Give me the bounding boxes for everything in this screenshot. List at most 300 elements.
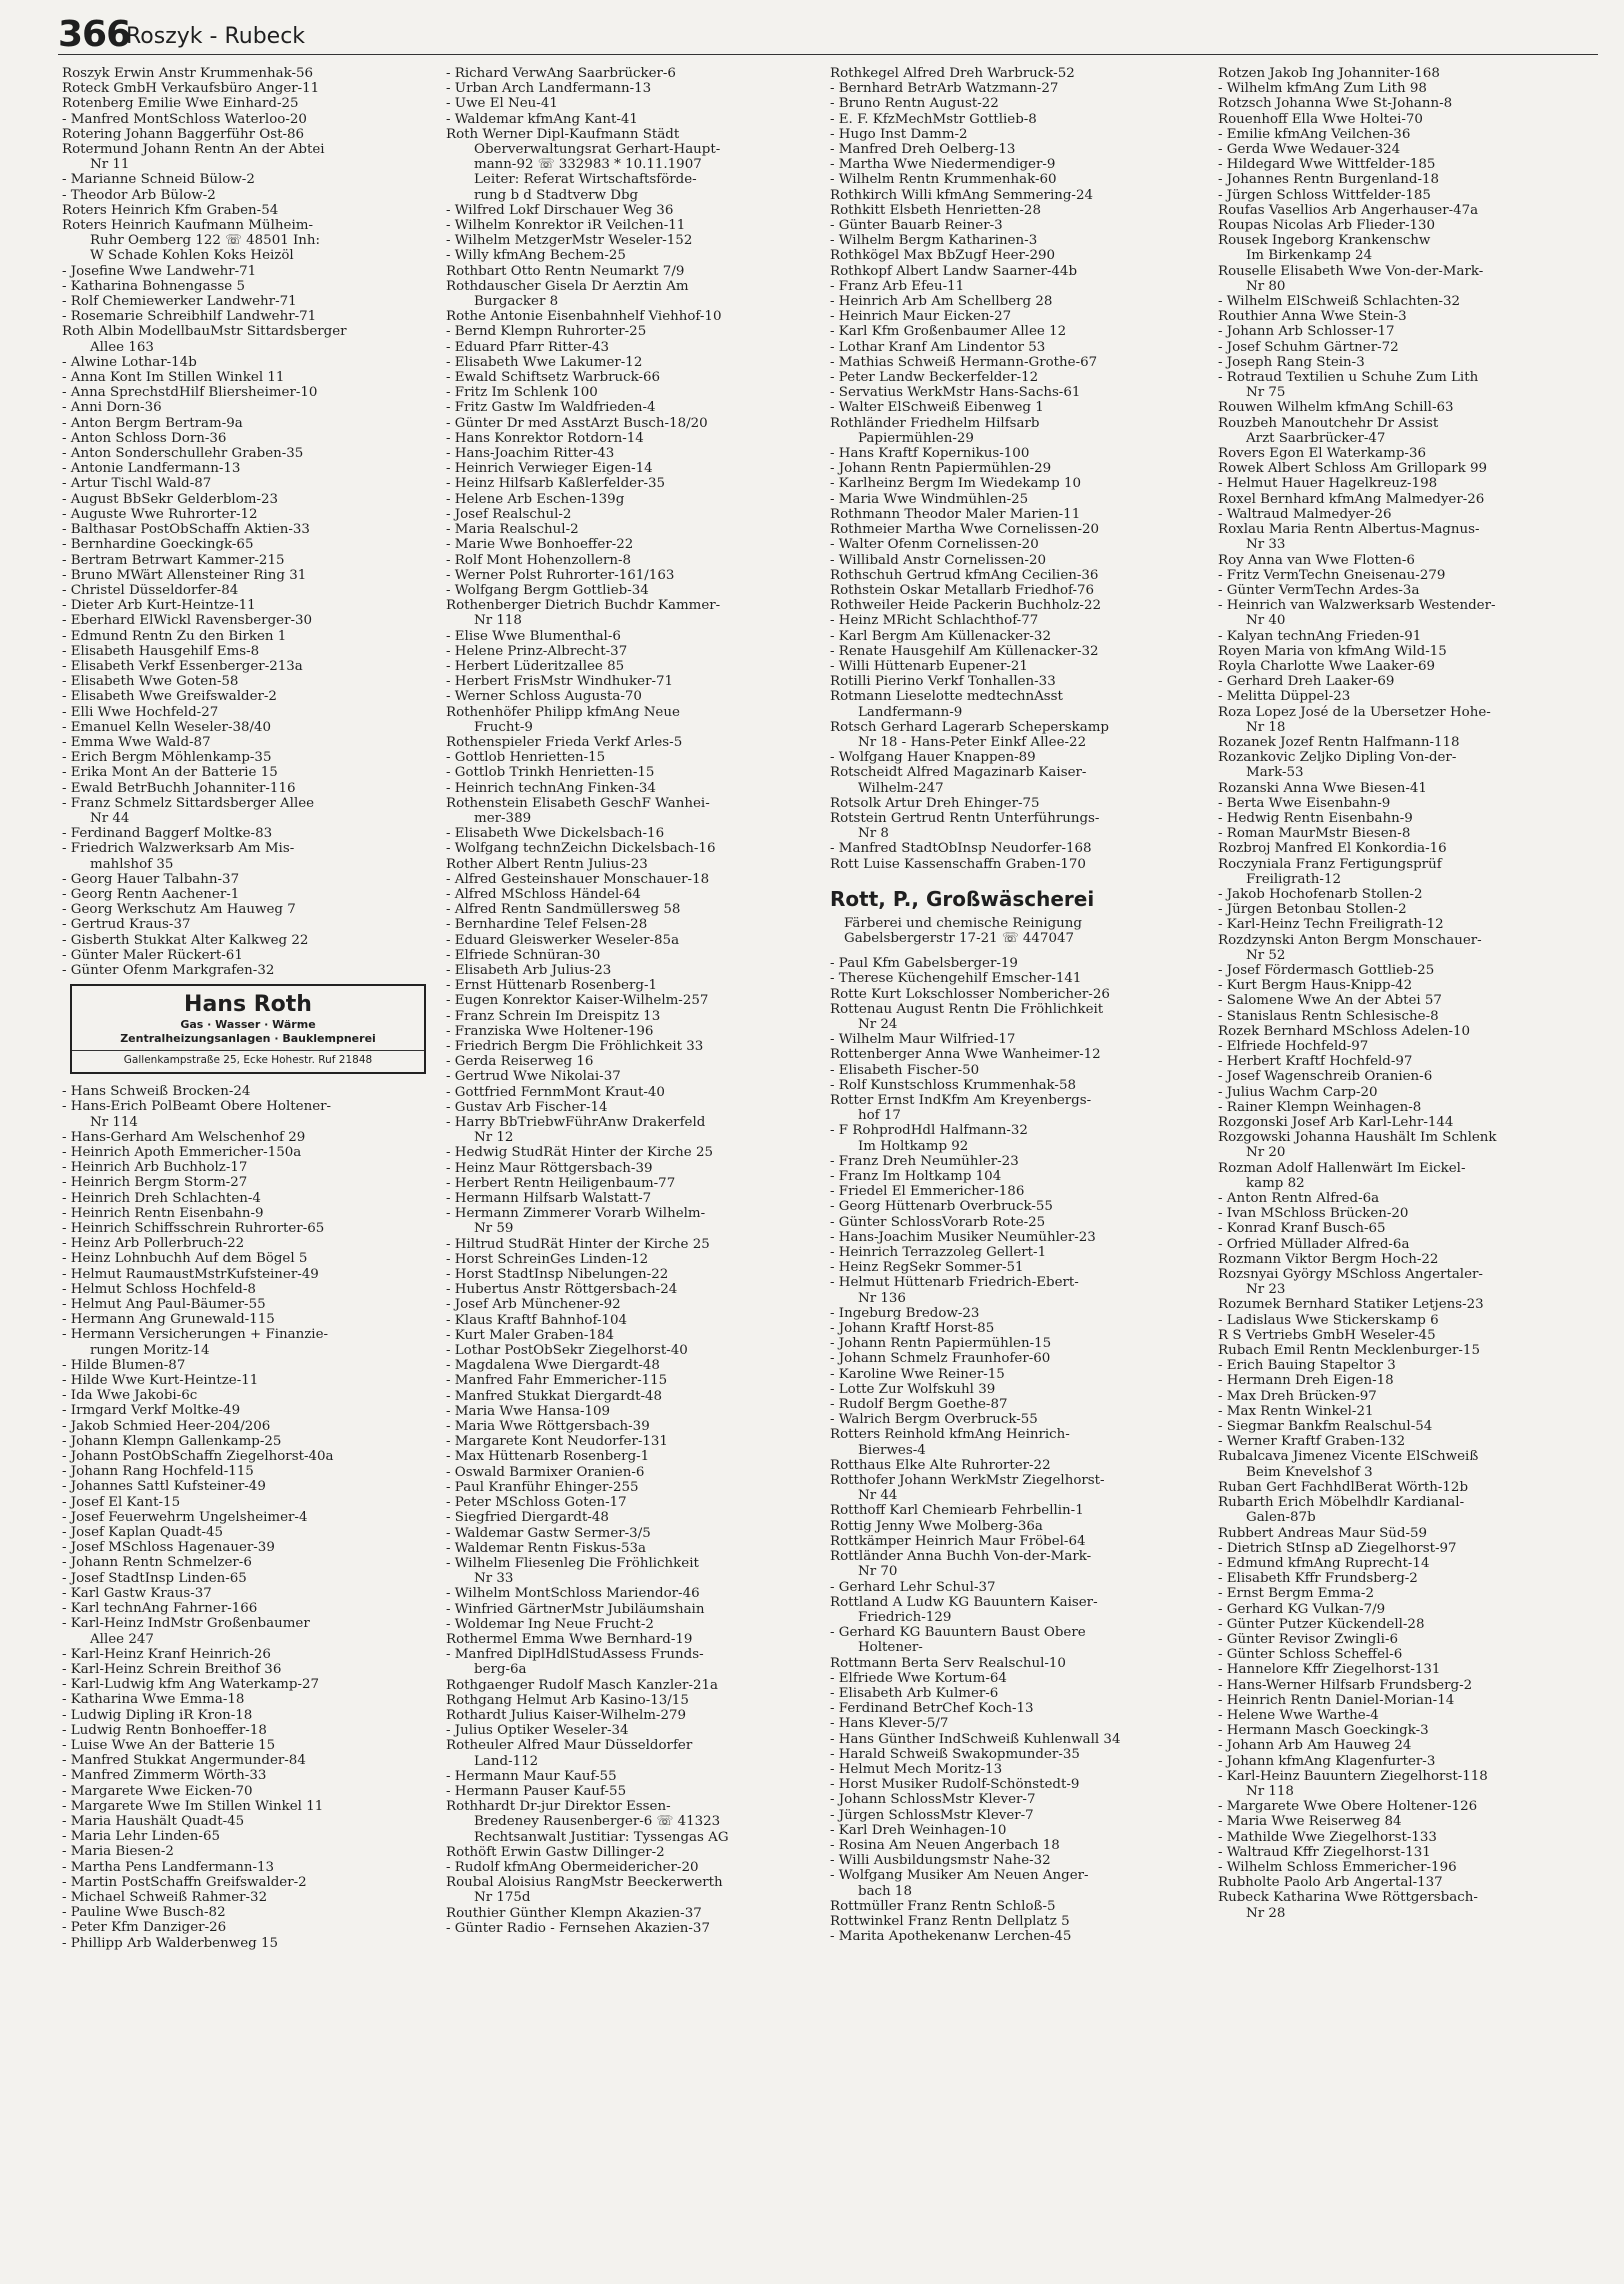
directory-entry: - Herbert Lüderitzallee 85 [446, 658, 625, 674]
directory-entry: - Gerhard KG Vulkan-7/9 [1218, 1601, 1386, 1617]
directory-entry: mahlshof 35 [90, 856, 174, 872]
directory-entry: - Elisabeth Wwe Dickelsbach-16 [446, 826, 665, 842]
directory-entry: - Fritz Gastw Im Waldfrieden-4 [446, 400, 656, 416]
directory-entry: Rottkämper Heinrich Maur Fröbel-64 [830, 1533, 1086, 1549]
directory-entry: - Manfred Stukkat Angermunder-84 [62, 1753, 306, 1769]
directory-entry: Roupas Nicolas Arb Flieder-130 [1218, 218, 1436, 234]
directory-entry: - Johann Schmelz Fraunhofer-60 [830, 1351, 1051, 1367]
directory-entry: - Gottlob Henrietten-15 [446, 750, 606, 766]
directory-entry: - Heinrich Rentn Eisenbahn-9 [62, 1205, 264, 1221]
directory-entry: - Bruno MWärt Allensteiner Ring 31 [62, 567, 307, 583]
directory-entry: - Elfriede Schnüran-30 [446, 947, 601, 963]
directory-entry: - Wilhelm MontSchloss Mariendor-46 [446, 1586, 700, 1602]
directory-entry: - Franz Im Holtkamp 104 [830, 1169, 1002, 1185]
directory-entry: - Jürgen Schloss Wittfelder-185 [1218, 187, 1431, 203]
directory-entry: Ruhr Oemberg 122 ☏ 48501 Inh: [90, 233, 321, 249]
directory-entry: - Karl Dreh Weinhagen-10 [830, 1822, 1007, 1838]
directory-entry: Rottwinkel Franz Rentn Dellplatz 5 [830, 1913, 1070, 1929]
directory-entry: - Elisabeth Kffr Frundsberg-2 [1218, 1571, 1418, 1587]
directory-entry: Ruban Gert FachhdlBerat Wörth-12b [1218, 1479, 1469, 1495]
directory-entry: - Josef Wagenschreib Oranien-6 [1218, 1069, 1433, 1085]
directory-entry: Rozman Adolf Hallenwärt Im Eickel- [1218, 1160, 1466, 1176]
directory-entry: Rothermel Emma Wwe Bernhard-19 [446, 1631, 693, 1647]
directory-entry: Rozmann Viktor Bergm Hoch-22 [1218, 1251, 1439, 1267]
directory-entry: Rothenhöfer Philipp kfmAng Neue [446, 704, 680, 720]
directory-entry: Rozsnyai György MSchloss Angertaler- [1218, 1267, 1483, 1283]
directory-entry: - Jürgen SchlossMstr Klever-7 [830, 1807, 1034, 1823]
directory-entry: Rottländer Anna Buchh Von-der-Mark- [830, 1549, 1092, 1565]
directory-entry: Nr 118 [1246, 1783, 1294, 1799]
directory-entry: - Eduard Pfarr Ritter-43 [446, 339, 609, 355]
directory-entry: - Hans-Gerhard Am Welschenhof 29 [62, 1129, 306, 1145]
directory-entry: Nr 118 [474, 613, 522, 629]
directory-entry: - Wilfred Lokf Dirschauer Weg 36 [446, 202, 674, 218]
directory-entry: - Günter Putzer Kückendell-28 [1218, 1616, 1425, 1632]
directory-entry: - Georg Hüttenarb Overbruck-55 [830, 1199, 1053, 1215]
directory-entry: - Heinrich Dreh Schlachten-4 [62, 1190, 261, 1206]
directory-entry: - Kalyan technAng Frieden-91 [1218, 628, 1422, 644]
directory-entry: Nr 18 [1246, 719, 1286, 735]
directory-entry: Rother Albert Rentn Julius-23 [446, 856, 648, 872]
directory-entry: Rothländer Friedhelm Hilfsarb [830, 415, 1040, 431]
page-header [58, 14, 1598, 55]
directory-entry: - Josef Schuhm Gärtner-72 [1218, 339, 1399, 355]
directory-entry: Nr 52 [1246, 947, 1286, 963]
directory-entry: Nr 114 [90, 1114, 138, 1130]
directory-entry: Frucht-9 [474, 719, 533, 735]
directory-entry: - Mathilde Wwe Ziegelhorst-133 [1218, 1829, 1437, 1845]
directory-entry: - Harald Schweiß Swakopmunder-35 [830, 1746, 1080, 1762]
directory-entry: - Josef StadtInsp Linden-65 [62, 1570, 247, 1586]
directory-entry: - Marita Apothekenanw Lerchen-45 [830, 1929, 1072, 1945]
directory-entry: Rothhardt Dr-jur Direktor Essen- [446, 1799, 671, 1815]
directory-entry: - Johannes Rentn Burgenland-18 [1218, 172, 1440, 188]
directory-entry: - Johann Arb Am Hauweg 24 [1218, 1738, 1412, 1754]
directory-entry: Rottmüller Franz Rentn Schloß-5 [830, 1898, 1056, 1914]
directory-entry: Nr 40 [1246, 613, 1286, 629]
directory-entry: Rouwen Wilhelm kfmAng Schill-63 [1218, 400, 1454, 416]
directory-entry: - Georg Rentn Aachener-1 [62, 886, 240, 902]
directory-entry: - Elisabeth Wwe Lakumer-12 [446, 354, 643, 370]
directory-entry: - Berta Wwe Eisenbahn-9 [1218, 795, 1391, 811]
directory-entry: - Karl-Heinz IndMstr Großenbaumer [62, 1616, 310, 1632]
directory-entry: - Emanuel Kelln Weseler-38/40 [62, 719, 272, 735]
directory-entry: Roza Lopez José de la Übersetzer Hohe- [1218, 704, 1491, 720]
directory-entry: - Wilhelm kfmAng Zum Lith 98 [1218, 81, 1427, 97]
directory-entry: - Karl technAng Fahrner-166 [62, 1601, 258, 1617]
directory-entry: - Waldemar kfmAng Kant-41 [446, 111, 638, 127]
directory-entry: - Julius Optiker Weseler-34 [446, 1723, 629, 1739]
directory-entry: - Roman MaurMstr Biesen-8 [1218, 826, 1411, 842]
directory-entry: - Ludwig Dipling iR Kron-18 [62, 1707, 253, 1723]
directory-entry: - Hans Kraftf Kopernikus-100 [830, 446, 1030, 462]
directory-entry: - Bernhard BetrArb Watzmann-27 [830, 81, 1059, 97]
directory-entry: Rothmeier Martha Wwe Cornelissen-20 [830, 522, 1100, 538]
directory-entry: - Dieter Arb Kurt-Heintze-11 [62, 598, 256, 614]
directory-entry: - Elisabeth Arb Julius-23 [446, 962, 612, 978]
directory-entry: - Rosemarie Schreibhilf Landwehr-71 [62, 309, 317, 325]
directory-entry: - Jakob Schmied Heer-204/206 [62, 1418, 271, 1434]
directory-entry: - Peter MSchloss Goten-17 [446, 1495, 627, 1511]
directory-entry: Roters Heinrich Kaufmann Mülheim- [62, 218, 313, 234]
directory-entry: - Elfriede Hochfeld-97 [1218, 1039, 1369, 1054]
directory-entry: Rothöft Erwin Gastw Dillinger-2 [446, 1844, 665, 1860]
directory-entry: - Orfried Müllader Alfred-6a [1218, 1236, 1410, 1252]
directory-entry: Beim Knevelshof 3 [1246, 1464, 1373, 1480]
company-detail-line: Färberei und chemische Reinigung [844, 915, 1082, 931]
directory-entry: - Horst SchreinGes Linden-12 [446, 1251, 649, 1267]
directory-entry: - Eduard Gleiswerker Weseler-85a [446, 932, 680, 948]
directory-entry: - Maria Wwe Reiserweg 84 [1218, 1814, 1402, 1830]
directory-entry: - Hermann Maur Kauf-55 [446, 1768, 617, 1784]
directory-entry: - Winfried GärtnerMstr Jubiläumshain [446, 1601, 705, 1617]
directory-entry: Rothweiler Heide Packerin Buchholz-22 [830, 598, 1101, 614]
directory-entry: - Hermann Masch Goeckingk-3 [1218, 1723, 1429, 1739]
directory-entry: - Paul Kranführ Ehinger-255 [446, 1479, 639, 1495]
directory-entry: - Helene Prinz-Albrecht-37 [446, 643, 628, 659]
directory-entry: - Elisabeth Verkf Essenberger-213a [62, 658, 303, 674]
directory-entry: - Günter Schloss Scheffel-6 [1218, 1647, 1403, 1663]
directory-entry: Bredeney Rausenberger-6 ☏ 41323 [474, 1814, 721, 1830]
directory-entry: - Josef Fördermasch Gottlieb-25 [1218, 962, 1435, 978]
directory-entry: - Karl Kfm Großenbaumer Allee 12 [830, 324, 1067, 340]
directory-entry: - Hans Konrektor Rotdorn-14 [446, 430, 644, 446]
directory-entry: Nr 70 [858, 1564, 898, 1580]
directory-entry: - Wolfgang Musiker Am Neuen Anger- [830, 1868, 1089, 1884]
directory-entry: - Paul Kfm Gabelsberger-19 [830, 956, 1018, 972]
column-4-entries [1218, 66, 1586, 1921]
directory-entry: - Bernhardine Telef Felsen-28 [446, 917, 648, 933]
directory-entry: Roszyk Erwin Anstr Krummenhak-56 [62, 66, 314, 81]
directory-entry: - Waldemar Gastw Sermer-3/5 [446, 1525, 651, 1541]
directory-entry: - Ernst Hüttenarb Rosenberg-1 [446, 978, 657, 994]
directory-entry: - Kurt Maler Graben-184 [446, 1327, 614, 1343]
directory-entry: - Hildegard Wwe Wittfelder-185 [1218, 157, 1436, 173]
directory-entry: - Heinrich Bergm Storm-27 [62, 1175, 248, 1191]
directory-entry: Rothkögel Max BbZugf Heer-290 [830, 248, 1055, 264]
directory-entry: - Therese Küchengehilf Emscher-141 [830, 971, 1082, 987]
directory-entry: - Heinz Arb Pollerbruch-22 [62, 1236, 245, 1252]
directory-entry: - Manfred DiplHdlStudAssess Frunds- [446, 1647, 704, 1663]
directory-entry: - Hans Günther IndSchweiß Kuhlenwall 34 [830, 1731, 1121, 1747]
directory-entry: - Margarete Wwe Obere Holtener-126 [1218, 1799, 1478, 1815]
directory-entry: - Gertrud Kraus-37 [62, 917, 191, 933]
directory-entry: - Rolf Kunstschloss Krummenhak-58 [830, 1077, 1076, 1093]
directory-entry: Rothkopf Albert Landw Saarner-44b [830, 263, 1078, 279]
directory-entry: Routhier Anna Wwe Stein-3 [1218, 309, 1407, 325]
directory-entry: Rotenberg Emilie Wwe Einhard-25 [62, 96, 299, 112]
directory-entry: Nr 59 [474, 1221, 514, 1237]
directory-entry: Friedrich-129 [858, 1609, 952, 1625]
directory-entry: rung b d Stadtverw Dbg [474, 187, 639, 203]
directory-entry: - Maria Wwe Windmühlen-25 [830, 491, 1029, 507]
directory-entry: - Ladislaus Wwe Stickerskamp 6 [1218, 1312, 1439, 1328]
directory-entry: - Elfriede Wwe Kortum-64 [830, 1670, 1007, 1686]
directory-entry: - Elisabeth Wwe Goten-58 [62, 674, 239, 690]
directory-entry: - Manfred Fahr Emmericher-115 [446, 1373, 668, 1389]
directory-entry: - Alwine Lothar-14b [62, 354, 197, 370]
directory-entry: - Ivan MSchloss Brücken-20 [1218, 1206, 1409, 1222]
directory-entry: - Emilie kfmAng Veilchen-36 [1218, 126, 1411, 142]
directory-entry: - Walter ElSchweiß Eibenweg 1 [830, 400, 1044, 416]
directory-entry: - Johann Rentn Schmelzer-6 [62, 1555, 252, 1571]
directory-entry: Royla Charlotte Wwe Laaker-69 [1218, 658, 1436, 674]
directory-entry: - Karl-Heinz Kranf Heinrich-26 [62, 1646, 271, 1662]
directory-entry: - Manfred Stukkat Diergardt-48 [446, 1388, 663, 1404]
directory-entry: - August BbSekr Gelderblom-23 [62, 491, 279, 507]
directory-entry: - Alfred Rentn Sandmüllersweg 58 [446, 902, 681, 918]
directory-entry: - Christel Düsseldorfer-84 [62, 582, 239, 598]
directory-entry: - Maria Biesen-2 [62, 1844, 174, 1860]
directory-entry: Rozankovic Zeljko Dipling Von-der- [1218, 750, 1457, 766]
directory-entry: - Franz Schmelz Sittardsberger Allee [62, 795, 315, 811]
directory-entry: - Rolf Chemiewerker Landwehr-71 [62, 294, 297, 310]
directory-entry: - Josef Arb Münchener-92 [446, 1297, 621, 1313]
directory-entry: - Heinz Hilfsarb Kaßlerfelder-35 [446, 476, 666, 492]
directory-entry: - Johann Klempn Gallenkamp-25 [62, 1433, 282, 1449]
directory-entry: - Heinrich van Walzwerksarb Westender- [1218, 598, 1496, 614]
directory-entry: Roxel Bernhard kfmAng Malmedyer-26 [1218, 491, 1485, 507]
directory-entry: - Alfred MSchloss Händel-64 [446, 886, 641, 902]
directory-entry: - Helmut Hauer Hagelkreuz-198 [1218, 476, 1438, 492]
directory-entry: - Franz Arb Efeu-11 [830, 278, 965, 294]
column-3-entries-top [830, 66, 1198, 872]
directory-entry: - Anna Kont Im Stillen Winkel 11 [62, 370, 285, 386]
directory-entry: - Ingeburg Bredow-23 [830, 1305, 980, 1321]
directory-entry: - Woldemar Ing Neue Frucht-2 [446, 1616, 654, 1632]
hans-roth-advert [70, 984, 426, 1074]
directory-entry: - Heinz RegSekr Sommer-51 [830, 1260, 1024, 1276]
directory-entry: - Heinrich Maur Eicken-27 [830, 309, 1012, 325]
directory-entry: - Karl-Heinz Bauuntern Ziegelhorst-118 [1218, 1768, 1488, 1784]
directory-entry: - Bruno Rentn August-22 [830, 96, 999, 112]
directory-entry: - Lothar PostObSekr Ziegelhorst-40 [446, 1343, 688, 1359]
directory-entry: - Eugen Konrektor Kaiser-Wilhelm-257 [446, 993, 709, 1009]
directory-entry: Roters Heinrich Kfm Graben-54 [62, 202, 279, 218]
directory-entry: - Alfred Gesteinshauer Monschauer-18 [446, 871, 710, 887]
directory-entry: - Melitta Düppel-23 [1218, 689, 1351, 705]
directory-entry: - Wolfgang technZeichn Dickelsbach-16 [446, 841, 716, 857]
directory-entry: - Ludwig Rentn Bonhoeffer-18 [62, 1722, 267, 1738]
directory-entry: Rubbert Andreas Maur Süd-59 [1218, 1525, 1428, 1541]
directory-entry: - Maria Wwe Röttgersbach-39 [446, 1419, 650, 1435]
directory-entry: - Ida Wwe Jakobi-6c [62, 1388, 198, 1404]
directory-entry: - Helmut Schloss Hochfeld-8 [62, 1281, 256, 1297]
directory-entry: Nr 175d [474, 1890, 531, 1906]
directory-entry: Roufas Vasellios Arb Angerhauser-47a [1218, 202, 1479, 218]
directory-entry: kamp 82 [1246, 1175, 1305, 1191]
directory-entry: - Uwe El Neu-41 [446, 96, 558, 112]
directory-entry: - Walrich Bergm Overbruck-55 [830, 1412, 1038, 1428]
directory-entry: Rotters Reinhold kfmAng Heinrich- [830, 1427, 1070, 1443]
company-heading: Rott, P., Großwäscherei [830, 886, 1095, 911]
directory-entry: Rothkegel Alfred Dreh Warbruck-52 [830, 66, 1075, 81]
directory-entry: Galen-87b [1246, 1510, 1316, 1526]
directory-entry: Im Holtkamp 92 [858, 1138, 969, 1154]
directory-entry: - Ferdinand Baggerf Moltke-83 [62, 826, 273, 842]
directory-entry: - Antonie Landfermann-13 [62, 461, 241, 477]
directory-entry: - Karl Gastw Kraus-37 [62, 1585, 212, 1601]
directory-entry: - Willi Ausbildungsmstr Nahe-32 [830, 1853, 1051, 1869]
directory-entry: - Peter Kfm Danziger-26 [62, 1920, 227, 1936]
directory-entry: Rotermund Johann Rentn An der Abtei [62, 142, 325, 158]
directory-entry: - Rainer Klempn Weinhagen-8 [1218, 1099, 1422, 1115]
directory-entry: Royen Maria von kfmAng Wild-15 [1218, 643, 1447, 659]
directory-entry: Rottig Jenny Wwe Molberg-36a [830, 1518, 1043, 1534]
directory-entry: - Elise Wwe Blumenthal-6 [446, 628, 621, 644]
directory-entry: Rotzsch Johanna Wwe St-Johann-8 [1218, 96, 1453, 112]
column-3 [830, 66, 1198, 1944]
directory-entry: Rottland A Ludw KG Bauuntern Kaiser- [830, 1594, 1098, 1610]
directory-entry: - Anton Rentn Alfred-6a [1218, 1191, 1380, 1207]
directory-entry: - Peter Landw Beckerfelder-12 [830, 370, 1039, 386]
directory-entry: - Johann Rentn Papiermühlen-15 [830, 1336, 1052, 1352]
directory-entry: - Walter Ofenm Cornelissen-20 [830, 537, 1039, 553]
directory-entry: - Hilde Wwe Kurt-Heintze-11 [62, 1373, 259, 1389]
directory-entry: - Johann Kraftf Horst-85 [830, 1321, 995, 1337]
directory-entry: Bierwes-4 [858, 1442, 926, 1458]
directory-entry: - Josefine Wwe Landwehr-71 [62, 263, 257, 279]
directory-entry: - Werner Kraftf Graben-132 [1218, 1434, 1406, 1450]
directory-entry: Rothdauscher Gisela Dr Aerztin Am [446, 278, 689, 294]
directory-entry: Rothenstein Elisabeth GeschF Wanhei- [446, 795, 710, 811]
directory-entry: Rotthoff Karl Chemiearb Fehrbellin-1 [830, 1503, 1084, 1519]
directory-entry: Nr 8 [858, 826, 889, 842]
directory-entry: - Irmgard Verkf Moltke-49 [62, 1403, 241, 1419]
directory-entry: - Harry BbTriebwFührAnw Drakerfeld [446, 1115, 706, 1131]
directory-entry: - Georg Werkschutz Am Hauweg 7 [62, 902, 296, 918]
directory-entry: - Maria Haushält Quadt-45 [62, 1813, 245, 1829]
directory-entry: Rotering Johann Baggerführ Ost-86 [62, 126, 305, 142]
directory-entry: Nr 33 [474, 1571, 514, 1587]
directory-entry: - Helmut Hüttenarb Friedrich-Ebert- [830, 1275, 1079, 1291]
directory-entry: Rotthofer Johann WerkMstr Ziegelhorst- [830, 1473, 1105, 1489]
directory-entry: - Emma Wwe Wald-87 [62, 734, 211, 750]
directory-entry: - F RohprodHdl Halfmann-32 [830, 1123, 1028, 1139]
directory-entry: Roczyniala Franz Fertigungsprüf [1218, 856, 1442, 872]
directory-entry: - Bernhardine Goeckingk-65 [62, 537, 254, 553]
directory-entry: Rubalcava Jimenez Vicente ElSchweiß [1218, 1449, 1479, 1465]
column-1 [62, 66, 430, 1951]
directory-entry: - Johann SchlossMstr Klever-7 [830, 1792, 1036, 1808]
directory-entry: - Renate Hausgehilf Am Küllenacker-32 [830, 643, 1099, 659]
directory-entry: - Marie Wwe Bonhoeffer-22 [446, 537, 634, 553]
directory-entry: - Wilhelm ElSchweiß Schlachten-32 [1218, 294, 1461, 310]
directory-entry: Routhier Günther Klempn Akazien-37 [446, 1905, 702, 1921]
directory-entry: - Max Hüttenarb Rosenberg-1 [446, 1449, 650, 1465]
directory-entry: - Hans-Joachim Ritter-43 [446, 446, 615, 462]
directory-entry: - Wilhelm Konrektor iR Veilchen-11 [446, 218, 686, 234]
directory-entry: berg-6a [474, 1662, 527, 1678]
directory-entry: - Maria Realschul-2 [446, 522, 579, 538]
directory-entry: Roth Werner Dipl-Kaufmann Städt [446, 126, 680, 142]
directory-entry: - Lothar Kranf Am Lindentor 53 [830, 339, 1046, 355]
directory-entry: Rovers Egon El Waterkamp-36 [1218, 446, 1426, 462]
directory-entry: Rozanski Anna Wwe Biesen-41 [1218, 780, 1427, 796]
directory-entry: - Magdalena Wwe Diergardt-48 [446, 1358, 660, 1374]
directory-entry: - Max Rentn Winkel-21 [1218, 1403, 1374, 1419]
directory-entry: mann-92 ☏ 332983 * 10.11.1907 [474, 157, 702, 173]
directory-entry: Papiermühlen-29 [858, 430, 974, 446]
directory-entry: Nr 44 [90, 810, 130, 826]
directory-entry: - Ewald BetrBuchh Johanniter-116 [62, 780, 296, 796]
directory-entry: - Gerhard Lehr Schul-37 [830, 1579, 996, 1595]
directory-entry: - Eberhard ElWickl Ravensberger-30 [62, 613, 313, 629]
directory-entry: - Helmut Mech Moritz-13 [830, 1761, 1003, 1777]
directory-entry: Roubal Aloisius RangMstr Beeckerwerth [446, 1875, 723, 1891]
directory-entry: Rubeck Katharina Wwe Röttgersbach- [1218, 1890, 1478, 1906]
directory-entry: - Johann Rentn Papiermühlen-29 [830, 461, 1052, 477]
directory-entry: - Wilhelm Fliesenleg Die Fröhlichkeit [446, 1555, 699, 1571]
directory-entry: - Gerda Reiserweg 16 [446, 1054, 594, 1070]
advert-address: Gallenkampstraße 25, Ecke Hohestr. Ruf 21848 [72, 1050, 424, 1067]
directory-entry: - Karlheinz Bergm Im Wiedekamp 10 [830, 476, 1082, 492]
directory-entry: Roy Anna van Wwe Flotten-6 [1218, 552, 1415, 568]
directory-entry: - Karl-Heinz Schrein Breithof 36 [62, 1661, 282, 1677]
directory-entry: - Jakob Hochofenarb Stollen-2 [1218, 886, 1423, 902]
directory-entry: - Anton Sonderschullehr Graben-35 [62, 446, 304, 462]
directory-entry: - Hans Klever-5/7 [830, 1716, 949, 1732]
directory-entry: - Waldemar Rentn Fiskus-53a [446, 1540, 646, 1556]
directory-entry: - Elli Wwe Hochfeld-27 [62, 704, 219, 720]
directory-entry: - Fritz VermTechn Gneisenau-279 [1218, 567, 1446, 583]
advert-title: Hans Roth [184, 992, 312, 1018]
column-4 [1218, 66, 1586, 1921]
directory-entry: - Friedel El Emmericher-186 [830, 1184, 1025, 1200]
directory-entry: Rubach Emil Rentn Mecklenburger-15 [1218, 1343, 1480, 1359]
directory-entry: - Stanislaus Rentn Schlesische-8 [1218, 1008, 1439, 1024]
directory-entry: Rotzen Jakob Ing Johanniter-168 [1218, 66, 1440, 81]
directory-entry: - Heinrich Arb Buchholz-17 [62, 1160, 248, 1176]
directory-entry: - Katharina Bohnengasse 5 [62, 278, 246, 294]
directory-entry: - Mathias Schweiß Hermann-Grothe-67 [830, 354, 1098, 370]
directory-entry: - Wolfgang Bergm Gottlieb-34 [446, 582, 649, 598]
directory-entry: - Helmut Ang Paul-Bäumer-55 [62, 1297, 266, 1313]
directory-entry: - Klaus Kraftf Bahnhof-104 [446, 1312, 628, 1328]
directory-entry: - Josef Realschul-2 [446, 506, 572, 522]
directory-entry: - Günter Dr med AsstArzt Busch-18/20 [446, 415, 708, 431]
directory-entry: - E. F. KfzMechMstr Gottlieb-8 [830, 111, 1037, 127]
directory-entry: Rubarth Erich Möbelhdlr Kardianal- [1218, 1495, 1465, 1511]
directory-entry: - Günter SchlossVorarb Rote-25 [830, 1214, 1046, 1230]
directory-entry: - Friedrich Bergm Die Fröhlichkeit 33 [446, 1039, 704, 1054]
directory-entry: - Johann kfmAng Klagenfurter-3 [1218, 1753, 1436, 1769]
directory-entry: - Martha Wwe Niedermendiger-9 [830, 157, 1056, 173]
directory-entry: - Hedwig StudRät Hinter der Kirche 25 [446, 1145, 714, 1161]
directory-entry: Rozbroj Manfred El Konkordia-16 [1218, 841, 1447, 857]
column-1-entries-bottom [62, 1084, 430, 1951]
directory-entry: Rotilli Pierino Verkf Tonhallen-33 [830, 674, 1056, 690]
directory-entry: - Willibald Anstr Cornelissen-20 [830, 552, 1046, 568]
directory-entry: Nr 33 [1246, 537, 1286, 553]
directory-entry: - Gottfried FernmMont Kraut-40 [446, 1084, 665, 1100]
directory-entry: - Helene Arb Eschen-139g [446, 491, 625, 507]
directory-entry: - Maria Wwe Hansa-109 [446, 1403, 611, 1419]
directory-entry: - Johann PostObSchaffn Ziegelhorst-40a [62, 1449, 334, 1465]
directory-entry: - Franz Schrein Im Dreispitz 13 [446, 1008, 661, 1024]
directory-entry: Nr 20 [1246, 1145, 1286, 1161]
advert-services: Gas · Wasser · Wärme [180, 1018, 316, 1032]
directory-entry: - Gisberth Stukkat Alter Kalkweg 22 [62, 932, 309, 948]
directory-entry: - Rosina Am Neuen Angerbach 18 [830, 1837, 1060, 1853]
directory-entry: Rothardt Julius Kaiser-Wilhelm-279 [446, 1707, 687, 1723]
directory-entry: - Pauline Wwe Busch-82 [62, 1905, 226, 1921]
directory-entry: - Hiltrud StudRät Hinter der Kirche 25 [446, 1236, 710, 1252]
directory-entry: Rotheuler Alfred Maur Düsseldorfer [446, 1738, 693, 1754]
directory-entry: - Phillipp Arb Walderbenweg 15 [62, 1935, 278, 1951]
directory-entry: Im Birkenkamp 24 [1246, 248, 1373, 264]
directory-entry: - Rolf Mont Hohenzollern-8 [446, 552, 632, 568]
